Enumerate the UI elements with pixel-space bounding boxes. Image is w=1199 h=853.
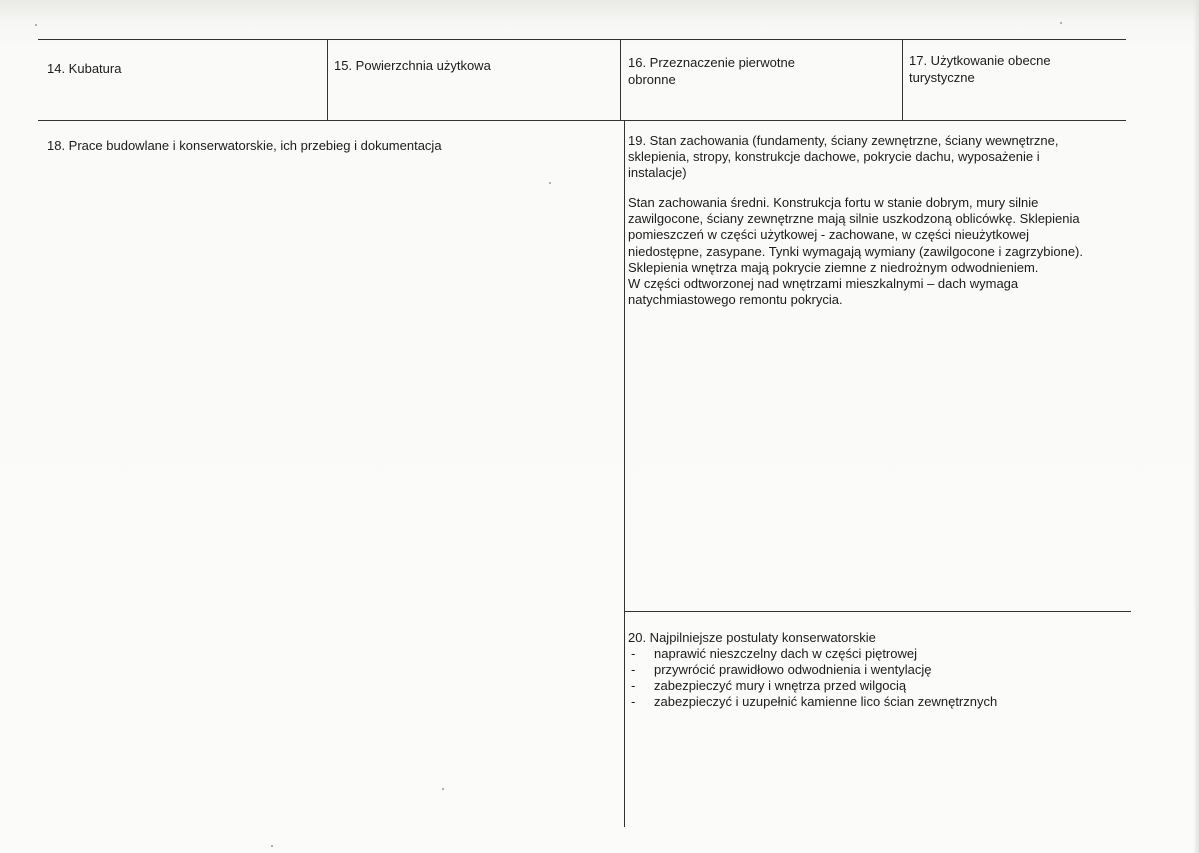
field-19-value-line: pomieszczeń w części użytkowej - zachowane, w części nieużytkowej: [628, 227, 1029, 243]
field-19-value: [628, 195, 1083, 308]
field-19-value-line: zawilgocone, ściany zewnętrzne mają silnie uszkodzoną oblicówkę. Sklepienia: [628, 211, 1080, 227]
field-20-label: 20. Najpilniejsze postulaty konserwatorskie: [628, 630, 876, 645]
field-16-value: obronne: [628, 72, 676, 87]
field-19-value-line: natychmiastowego remontu pokrycia.: [628, 292, 843, 308]
field-19-value-line: Stan zachowania średni. Konstrukcja fortu w stanie dobrym, mury silnie: [628, 195, 1039, 210]
top-rule: [38, 39, 1126, 40]
col-divider-16: [620, 40, 621, 120]
field-19-value-line: niedostępne, zasypane. Tynki wymagają wymiany (zawilgocone i zagrzybione).: [628, 243, 1083, 259]
field-18-label: 18. Prace budowlane i konserwatorskie, ich przebieg i dokumentacja: [47, 138, 442, 153]
scan-right-edge: [1193, 0, 1199, 853]
col-divider-main: [624, 121, 625, 827]
list-item: - zabezpieczyć i uzupełnić kamienne lico ścian zewnętrznych: [628, 694, 997, 710]
list-item: - naprawić nieszczelny dach w części piętrowej: [628, 646, 997, 662]
scan-top-shadow: [0, 0, 1199, 22]
field-17-label: 17. Użytkowanie obecne: [909, 53, 1051, 68]
col-divider-15: [327, 40, 328, 120]
scan-speck: [549, 182, 551, 184]
field-14-label: 14. Kubatura: [47, 61, 122, 76]
field-17-value: turystyczne: [909, 70, 975, 85]
list-item: - zabezpieczyć mury i wnętrza przed wilgocią: [628, 678, 997, 694]
field-20-list: [628, 646, 997, 710]
field-19-label-line: 19. Stan zachowania (fundamenty, ściany zewnętrzne, ściany wewnętrzne,: [628, 133, 1059, 148]
field-19-value-line: W części odtworzonej nad wnętrzami mieszkalnymi – dach wymaga: [628, 276, 1019, 292]
field-19-label-line: instalacje): [628, 165, 687, 181]
scan-speck: [35, 24, 37, 26]
field-16-label: 16. Przeznaczenie pierwotne: [628, 55, 795, 70]
field-15-label: 15. Powierzchnia użytkowa: [334, 58, 491, 73]
scan-speck: [271, 845, 273, 847]
field-19-value-line: Sklepienia wnętrza mają pokrycie ziemne z niedrożnym odwodnieniem.: [628, 259, 1039, 275]
scan-speck: [442, 788, 444, 790]
col-divider-17: [902, 40, 903, 120]
field-19-label: [628, 133, 1058, 182]
field-19-label-line: sklepienia, stropy, konstrukcje dachowe, pokrycie dachu, wyposażenie i: [628, 149, 1040, 165]
row1-bottom-rule: [38, 120, 1126, 121]
scan-speck: [1060, 22, 1062, 24]
list-item: - przywrócić prawidłowo odwodnienia i wentylację: [628, 662, 997, 678]
section19-bottom-rule: [625, 611, 1131, 612]
